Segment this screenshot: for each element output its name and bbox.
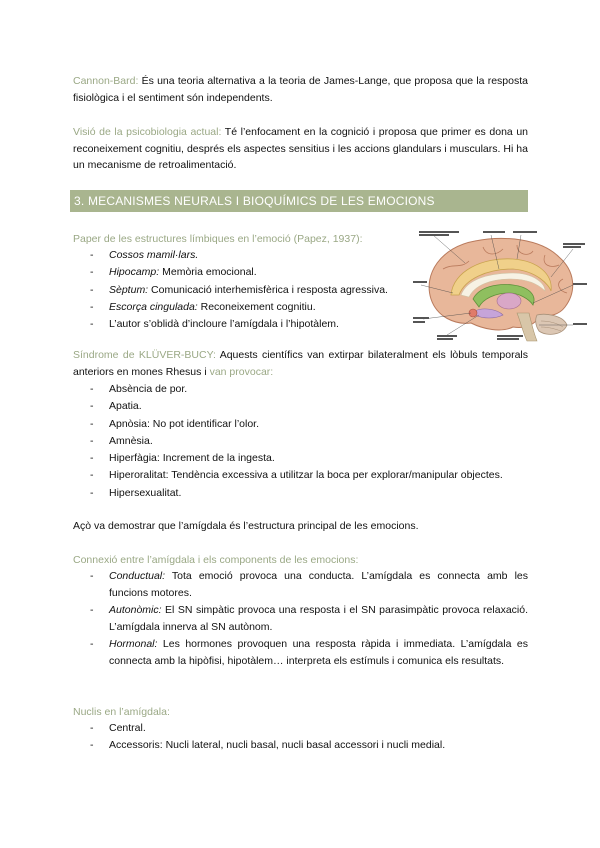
- item-term: Escorça cingulada:: [109, 300, 198, 313]
- list-item: [90, 636, 528, 669]
- list-item: - Accessoris: Nucli lateral, nucli basal, nucli basal accessori i nucli medial.: [90, 737, 445, 754]
- list-item: [90, 264, 388, 281]
- item-desc: Reconeixement cognitiu.: [197, 300, 316, 313]
- item-desc: L’autor s’oblidà d’incloure l’amígdala i l’hipotàlem.: [109, 318, 339, 331]
- list-item: [90, 568, 528, 601]
- item-term: Autonòmic:: [109, 604, 162, 616]
- kluver-bucy-text: Aquests científics van extirpar bilateralment els lòbuls temporals anteriors en mones Rhesus i: [73, 349, 528, 378]
- item-desc: Les hormones provoquen una resposta ràpida i immediata. L’amígdala es connecta amb la hipòfisi, hipotàlem… interpreta els estímuls i comunica els resultats.: [109, 638, 528, 667]
- list-item: - Central.: [90, 720, 445, 737]
- papez-list: [90, 247, 388, 333]
- section-heading: 3. MECANISMES NEURALS I BIOQUÍMICS DE LES EMOCIONS: [70, 190, 528, 212]
- cannon-bard-paragraph: [73, 73, 528, 106]
- list-item: [90, 299, 388, 316]
- kluver-bucy-label-b: van provocar:: [209, 365, 274, 378]
- list-item: - Hipersexualitat.: [90, 485, 503, 502]
- list-item: - Hiperoralitat: Tendència excessiva a utilitzar la boca per explorar/manipular objectes.: [90, 467, 503, 484]
- list-item: - Absència de por.: [90, 381, 503, 398]
- connexio-list: [90, 568, 528, 670]
- item-desc: Tota emoció provoca una conducta. L’amígdala es connecta amb les funcions motores.: [109, 570, 528, 599]
- papez-title: Paper de les estructures límbiques en l’emoció (Papez, 1937):: [73, 233, 363, 245]
- list-item: - Hiperfàgia: Increment de la ingesta.: [90, 450, 503, 467]
- item-term: Conductual:: [109, 570, 166, 582]
- psicobiologia-text: Té l’enfocament en la cognició i proposa que primer es dona un reconeixement cognitiu, després els aspectes sensitius i les accions glandulars i musculars. Hi ha un mecanisme de retroalimentació.: [73, 126, 529, 171]
- list-item: - Apnòsia: No pot identificar l’olor.: [90, 416, 503, 433]
- item-term: Sèptum:: [109, 283, 149, 296]
- list-item: - Apatia.: [90, 398, 503, 415]
- kluver-bucy-label: Síndrome de KLÜVER-BUCY:: [73, 349, 216, 361]
- item-term: Cossos mamil·lars.: [109, 249, 199, 261]
- psicobiologia-paragraph: [73, 124, 528, 174]
- connexio-title: Connexió entre l’amígdala i els components de les emocions:: [73, 554, 359, 566]
- item-desc: Memòria emocional.: [159, 266, 257, 279]
- item-term: Hipocamp:: [109, 266, 160, 279]
- list-item: [90, 282, 388, 299]
- item-desc: Comunicació interhemisfèrica i resposta agressiva.: [148, 283, 388, 296]
- nuclis-list: [90, 720, 445, 755]
- psicobiologia-label: Visió de la psicobiologia actual:: [73, 126, 222, 138]
- list-item: - Amnèsia.: [90, 433, 503, 450]
- kluver-bucy-paragraph: [73, 347, 528, 380]
- limbic-system-illustration: [413, 229, 588, 344]
- item-term: Hormonal:: [109, 638, 158, 650]
- nuclis-title: Nuclis en l’amígdala:: [73, 706, 170, 718]
- list-item: [90, 247, 388, 264]
- conclusion-paragraph: Açò va demostrar que l’amígdala és l’estructura principal de les emocions.: [73, 520, 419, 532]
- list-item: [90, 602, 528, 635]
- cannon-bard-label: Cannon-Bard:: [73, 75, 139, 87]
- kluver-list: [90, 381, 503, 502]
- list-item: [90, 316, 388, 333]
- cannon-bard-text: És una teoria alternativa a la teoria de James-Lange, que proposa que la resposta fisiològica i el sentiment són independents.: [73, 75, 528, 104]
- item-desc: El SN simpàtic provoca una resposta i el SN parasimpàtic provoca relaxació. L’amígdala innerva al SN autònom.: [109, 604, 528, 633]
